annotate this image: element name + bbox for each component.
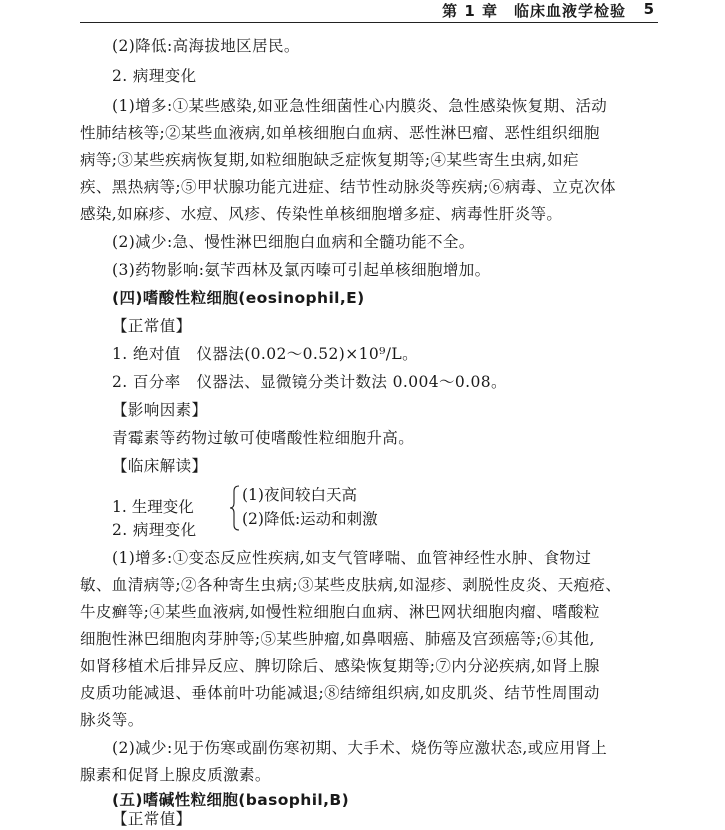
- section-heading: (五)嗜碱性粒细胞(basophil,B): [112, 791, 350, 809]
- text-line: 疾、黑热病等;⑤甲状腺功能亢进症、结节性动脉炎等疾病;⑥病毒、立克次体: [80, 178, 616, 196]
- text-line: (1)增多:①变态反应性疾病,如支气管哮喘、血管神经性水肿、食物过: [112, 549, 592, 567]
- chapter-title: 第 1 章 临床血液学检验: [442, 2, 626, 20]
- text-line: 细胞性淋巴细胞肉芽肿等;⑤某些肿瘤,如鼻咽癌、肺癌及宫颈癌等;⑥其他,: [80, 630, 595, 648]
- physiology-label: 1. 生理变化: [112, 498, 194, 516]
- text-line: 青霉素等药物过敏可使嗜酸性粒细胞升高。: [112, 429, 415, 447]
- page-header: [80, 0, 658, 23]
- section-heading: (四)嗜酸性粒细胞(eosinophil,E): [112, 289, 365, 307]
- text-line: 2. 百分率 仪器法、显微镜分类计数法 0.004～0.08。: [112, 373, 507, 391]
- bracket-heading: 【临床解读】: [112, 457, 208, 475]
- text-line: 腺素和促肾上腺皮质激素。: [80, 766, 271, 784]
- text-line: (1)增多:①某些感染,如亚急性细菌性心内膜炎、急性感染恢复期、活动: [112, 97, 608, 115]
- text-line: 感染,如麻疹、水痘、风疹、传染性单核细胞增多症、病毒性肝炎等。: [80, 205, 563, 223]
- bracket-heading: 【影响因素】: [112, 401, 208, 419]
- text-line: 敏、血清病等;②各种寄生虫病;③某些皮肤病,如湿疹、剥脱性皮炎、天疱疮、: [80, 576, 622, 594]
- bracket-heading: 【正常值】: [112, 810, 192, 828]
- text-line: (2)减少:见于伤寒或副伤寒初期、大手术、烧伤等应激状态,或应用肾上: [112, 739, 608, 757]
- page-number: 5: [643, 0, 654, 18]
- physiology-item: (1)夜间较白天高: [242, 486, 357, 504]
- text-line: (2)减少:急、慢性淋巴细胞白血病和全髓功能不全。: [112, 233, 475, 251]
- text-line: 性肺结核等;②某些血液病,如单核细胞白血病、恶性淋巴瘤、恶性组织细胞: [80, 124, 600, 142]
- text-line: 脉炎等。: [80, 711, 144, 729]
- physiology-item: (2)降低:运动和刺激: [242, 510, 378, 528]
- text-line: 皮质功能减退、垂体前叶功能减退;⑧结缔组织病,如皮肌炎、结节性周围动: [80, 684, 600, 702]
- text-line: (3)药物影响:氨苄西林及氯丙嗪可引起单核细胞增加。: [112, 261, 491, 279]
- text-line: 1. 绝对值 仪器法(0.02～0.52)×10⁹/L。: [112, 345, 418, 363]
- bracket-heading: 【正常值】: [112, 317, 192, 335]
- subheading: 2. 病理变化: [112, 521, 197, 539]
- subheading: 2. 病理变化: [112, 67, 197, 85]
- text-line: (2)降低:高海拔地区居民。: [112, 37, 300, 55]
- text-line: 牛皮癣等;④某些血液病,如慢性粒细胞白血病、淋巴网状细胞肉瘤、嗜酸粒: [80, 603, 600, 621]
- text-line: 病等;③某些疾病恢复期,如粒细胞缺乏症恢复期等;④某些寄生虫病,如疟: [80, 151, 579, 169]
- text-line: 如肾移植术后排异反应、脾切除后、感染恢复期等;⑦内分泌疾病,如肾上腺: [80, 657, 600, 675]
